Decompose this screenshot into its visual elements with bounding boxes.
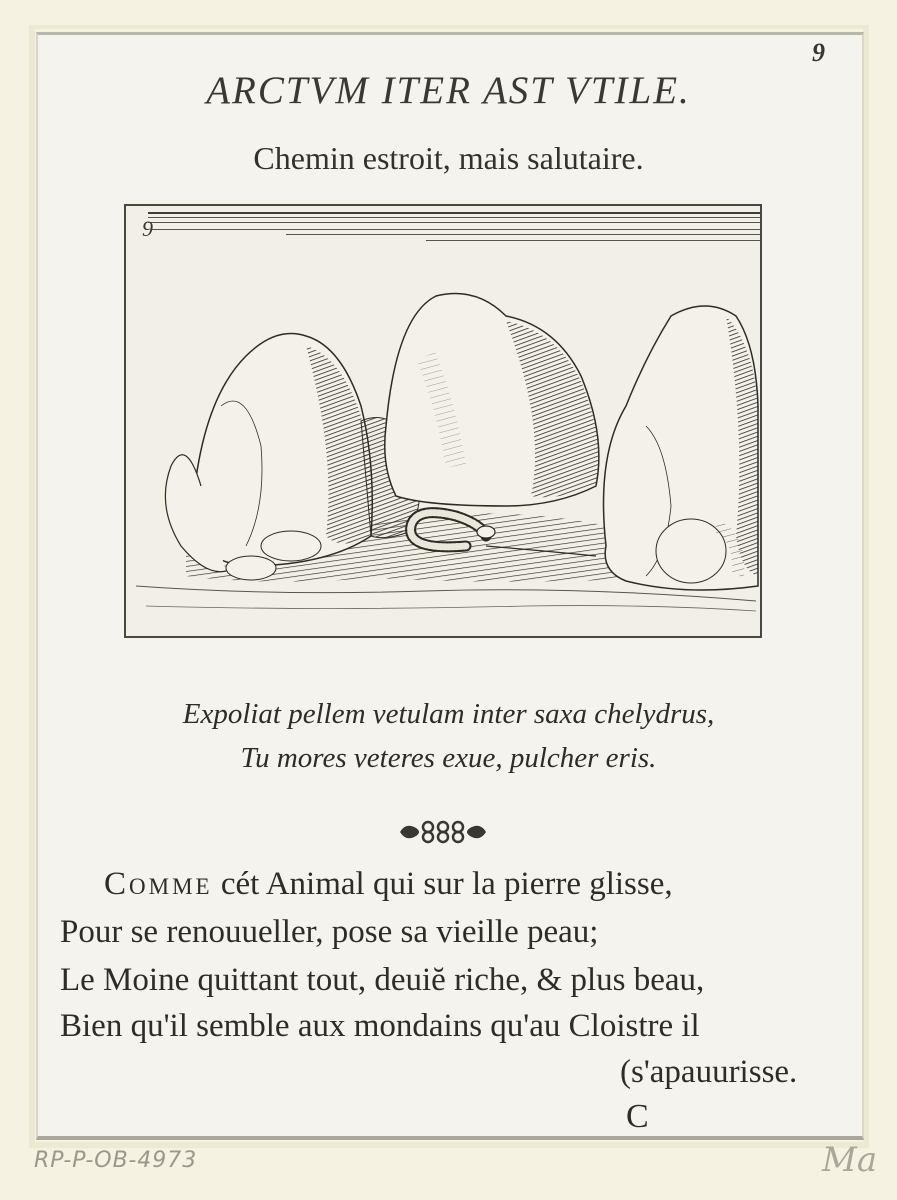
- page-number: 9: [812, 38, 825, 67]
- fleuron-ornament-icon: [398, 818, 488, 846]
- signature-mark: C: [626, 1098, 649, 1135]
- inventory-number: RP-P-OB-4973: [34, 1148, 198, 1173]
- plate-number: 9: [142, 216, 153, 241]
- verse-line-1: [104, 866, 673, 903]
- emblem-subtitle: Chemin estroit, mais salutaire.: [253, 140, 644, 176]
- verse-line-3: Le Moine quittant tout, deuiĕ riche, & plus beau,: [60, 962, 705, 998]
- verse-line-2: Pour se renouueller, pose sa vieille peau;: [60, 914, 599, 950]
- rocks-and-snake-illustration: [126, 206, 760, 636]
- engraved-plate: [124, 204, 762, 638]
- verse-line-4: Bien qu'il semble aux mondains qu'au Cloistre il: [60, 1008, 700, 1044]
- verse-line-1-text: cét Animal qui sur la pierre glisse,: [212, 866, 673, 902]
- verse-initial-word: Comme: [104, 866, 213, 902]
- verse-line-5-turnover: (s'apauurisse.: [620, 1054, 798, 1090]
- emblem-motto: ARCTVM ITER AST VTILE.: [206, 69, 691, 112]
- handwritten-note: Ma: [822, 1140, 878, 1180]
- epigram-line-2: Tu mores veteres exue, pulcher eris.: [240, 742, 657, 774]
- epigram-line-1: Expoliat pellem vetulam inter saxa chelydrus,: [182, 698, 715, 730]
